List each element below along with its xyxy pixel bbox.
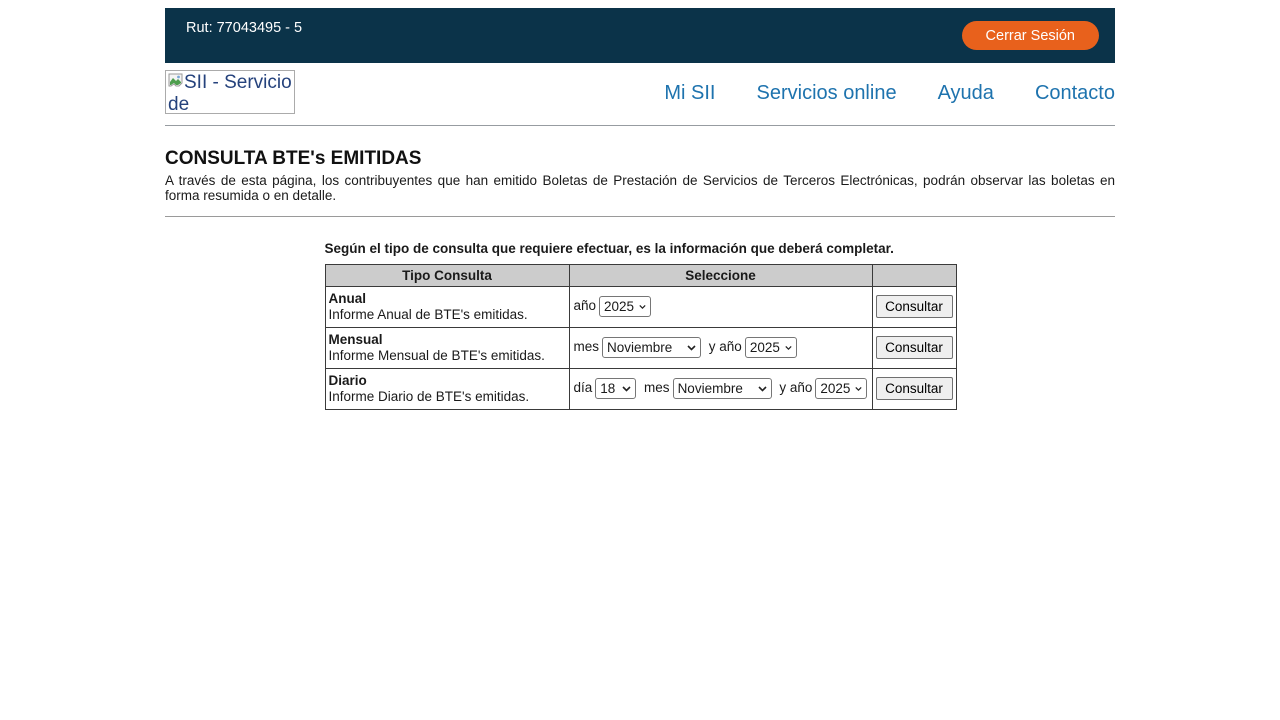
month-select-diario[interactable]: Noviembre bbox=[673, 378, 772, 399]
main-nav bbox=[664, 70, 1115, 116]
tipo-description: Informe Mensual de BTE's emitidas. bbox=[328, 347, 545, 363]
col-header-seleccione: Seleccione bbox=[569, 264, 872, 286]
year-label: y año bbox=[779, 380, 813, 396]
page-container bbox=[165, 8, 1115, 410]
chevron-down-icon bbox=[639, 304, 646, 310]
tipo-name: Anual bbox=[328, 290, 367, 306]
header-divider bbox=[165, 125, 1115, 126]
col-header-tipo-consulta: Tipo Consulta bbox=[325, 264, 569, 286]
tipo-description: Informe Diario de BTE's emitidas. bbox=[328, 388, 530, 404]
session-topbar bbox=[165, 8, 1115, 63]
seleccione-cell-mensual bbox=[569, 327, 872, 368]
table-header-row bbox=[325, 264, 956, 286]
consultar-diario-button[interactable]: Consultar bbox=[876, 377, 953, 400]
tipo-cell-diario bbox=[325, 368, 569, 409]
table-row-anual bbox=[325, 286, 956, 327]
nav-link-servicios-online[interactable]: Servicios online bbox=[756, 81, 897, 104]
table-row-mensual bbox=[325, 327, 956, 368]
year-label: año bbox=[573, 298, 597, 314]
tipo-name: Diario bbox=[328, 372, 367, 388]
chevron-down-icon bbox=[687, 345, 696, 351]
page-title: CONSULTA BTE's EMITIDAS bbox=[165, 148, 422, 169]
month-select-mensual[interactable]: Noviembre bbox=[602, 337, 701, 358]
chevron-down-icon bbox=[855, 386, 862, 392]
action-cell-diario bbox=[872, 368, 956, 409]
action-cell-anual bbox=[872, 286, 956, 327]
year-label: y año bbox=[708, 339, 742, 355]
consultar-anual-button[interactable]: Consultar bbox=[876, 295, 953, 318]
year-select-anual[interactable]: 2025 bbox=[599, 296, 651, 317]
chevron-down-icon bbox=[622, 386, 631, 392]
month-label: mes bbox=[644, 380, 670, 396]
day-label: día bbox=[573, 380, 593, 396]
tipo-cell-anual bbox=[325, 286, 569, 327]
chevron-down-icon bbox=[785, 345, 792, 351]
month-label: mes bbox=[573, 339, 600, 355]
tipo-name: Mensual bbox=[328, 331, 383, 347]
page-description: A través de esta página, los contribuyentes que han emitido Boletas de Prestación de Servicios de Terceros Electrónicas, podrán observar las boletas en forma resumida o en detalle. bbox=[165, 173, 1115, 203]
nav-link-mi-sii[interactable]: Mi SII bbox=[664, 81, 716, 104]
tipo-cell-mensual bbox=[325, 327, 569, 368]
year-select-mensual[interactable]: 2025 bbox=[745, 337, 797, 358]
sii-logo-broken-image[interactable] bbox=[165, 70, 295, 114]
site-header bbox=[165, 63, 1115, 125]
col-header-empty bbox=[872, 264, 956, 286]
consulta-section bbox=[325, 241, 956, 410]
nav-link-contacto[interactable]: Contacto bbox=[1034, 81, 1115, 104]
action-cell-mensual bbox=[872, 327, 956, 368]
nav-link-ayuda[interactable]: Ayuda bbox=[937, 81, 994, 104]
logo-alt-text: SII - Servicio de bbox=[168, 72, 292, 114]
seleccione-cell-diario bbox=[569, 368, 872, 409]
tipo-description: Informe Anual de BTE's emitidas. bbox=[328, 306, 528, 322]
seleccione-cell-anual bbox=[569, 286, 872, 327]
day-select-diario[interactable]: 18 bbox=[595, 378, 636, 399]
instructions-text: Según el tipo de consulta que requiere efectuar, es la información que deberá completar. bbox=[324, 241, 894, 256]
logout-button[interactable]: Cerrar Sesión bbox=[962, 21, 1099, 50]
chevron-down-icon bbox=[758, 386, 767, 392]
year-select-diario[interactable]: 2025 bbox=[815, 378, 867, 399]
rut-label: Rut: 77043495 - 5 bbox=[186, 20, 303, 36]
consulta-table bbox=[325, 264, 957, 410]
section-divider bbox=[165, 216, 1115, 217]
consultar-mensual-button[interactable]: Consultar bbox=[876, 336, 953, 359]
broken-image-icon bbox=[168, 72, 183, 94]
table-row-diario bbox=[325, 368, 956, 409]
